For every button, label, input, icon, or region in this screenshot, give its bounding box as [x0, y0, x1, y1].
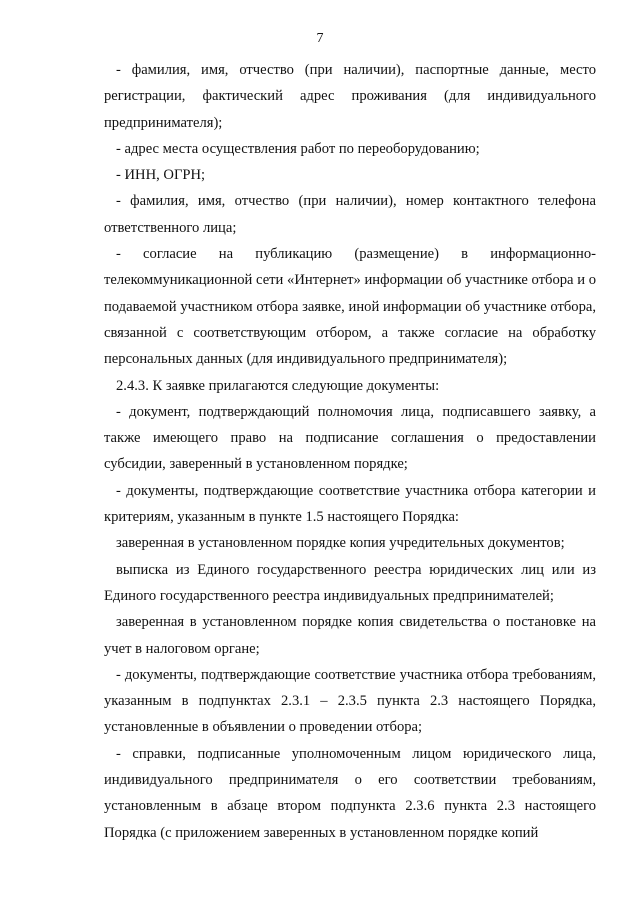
paragraph-registry-extract: выписка из Единого государственного реестра юридических лиц или из Единого государственного реестра индивидуальных предпринимателей; [104, 561, 596, 604]
paragraph-responsible-person: - фамилия, имя, отчество (при наличии), номер контактного телефона ответственного лица; [104, 193, 596, 236]
paragraph-inn-ogrn: - ИНН, ОГРН; [116, 167, 206, 184]
paragraph-tax-certificate: заверенная в установленном порядке копия свидетельства о постановке на учет в налоговом органе; [104, 614, 596, 657]
paragraph-authority-document: - документ, подтверждающий полномочия лица, подписавшего заявку, а также имеющего право на подписание соглашения о предоставлении субсидии, заверенный в установленном порядке; [104, 403, 596, 473]
page-number: 7 [316, 31, 324, 46]
paragraph-section-2-4-3: 2.4.3. К заявке прилагаются следующие документы: [116, 377, 440, 394]
document-body [104, 57, 596, 846]
paragraph-publication-consent: - согласие на публикацию (размещение) в информационно-телекоммуникационной сети «Интернет» информации об участнике отбора и о подаваемой участником отбора заявке, иной информации об участнике отбора, связанной с соответствующим отбором, а также согласие на обработку персональных данных (для индивидуального предпринимателя); [104, 246, 596, 368]
paragraph-applicant-personal-data: - фамилия, имя, отчество (при наличии), паспортные данные, место регистрации, фактический адрес проживания (для индивидуального предпринимателя); [104, 62, 596, 131]
paragraph-signed-certificates: - справки, подписанные уполномоченным лицом юридического лица, индивидуального предпринимателя о его соответствии требованиям, установленным в абзаце втором подпункта 2.3.6 пункта 2.3 настоящего Порядка (с приложением заверенных в установленном порядке копий [104, 745, 596, 841]
paragraph-work-address: - адрес места осуществления работ по переоборудованию; [116, 140, 480, 157]
paragraph-requirements-documents: - документы, подтверждающие соответствие участника отбора требованиям, указанным в подпунктах 2.3.1 – 2.3.5 пункта 2.3 настоящего Порядка, установленные в объявлении о проведении отбора; [104, 666, 596, 736]
paragraph-category-documents: - документы, подтверждающие соответствие участника отбора категории и критериям, указанным в пункте 1.5 настоящего Порядка: [104, 482, 596, 526]
paragraph-founding-documents: заверенная в установленном порядке копия учредительных документов; [116, 535, 565, 552]
